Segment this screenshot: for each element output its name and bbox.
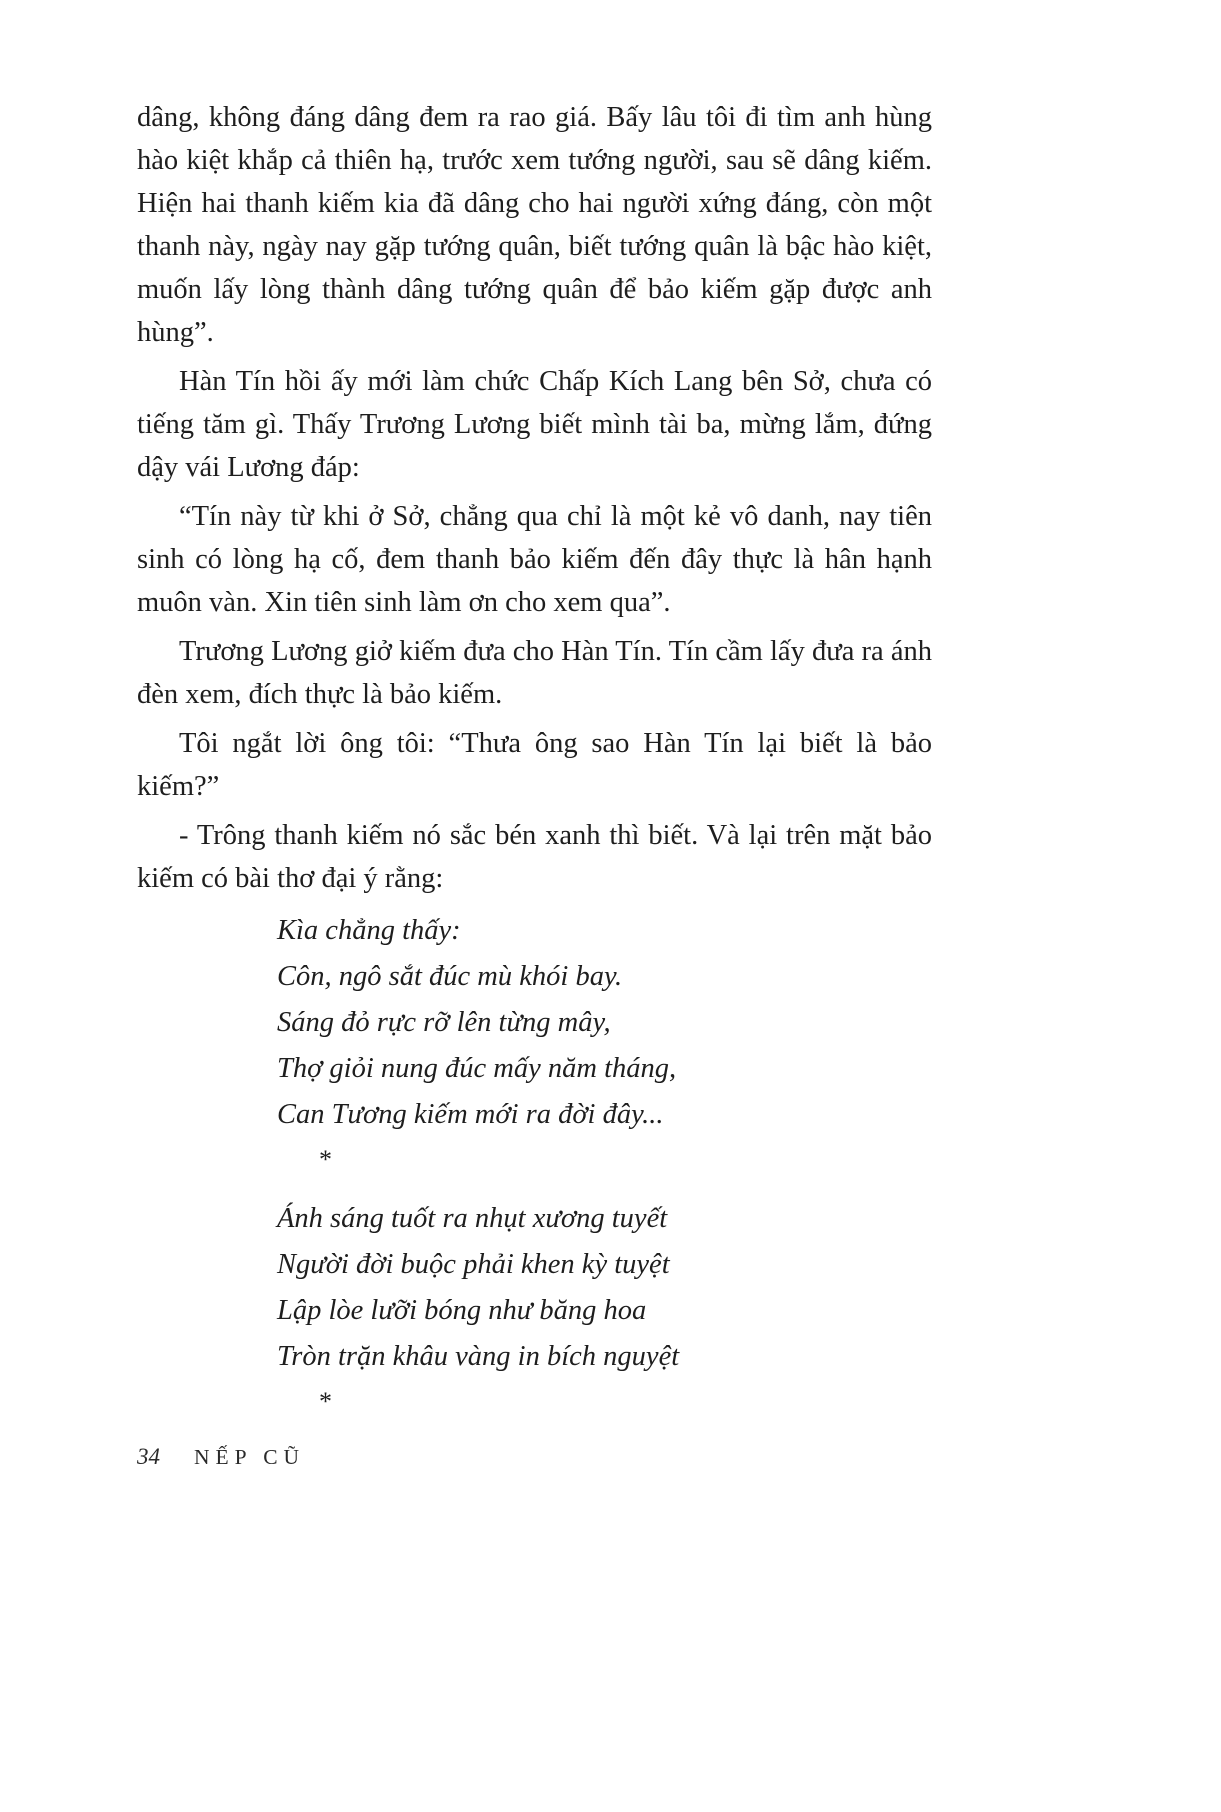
poem-line: Sáng đỏ rực rỡ lên từng mây, <box>277 1007 611 1038</box>
page-footer <box>137 1442 305 1472</box>
poem-line: Can Tương kiếm mới ra đời đây... <box>277 1099 664 1130</box>
poem-line: Thợ giỏi nung đúc mấy năm tháng, <box>277 1053 677 1084</box>
body-text <box>137 96 932 1424</box>
paragraph: “Tín này từ khi ở Sở, chẳng qua chỉ là một kẻ vô danh, nay tiên sinh có lòng hạ cố, đem thanh bảo kiếm đến đây thực là hân hạnh muôn vàn. Xin tiên sinh làm ơn cho xem qua”. <box>137 501 932 618</box>
paragraph: - Trông thanh kiếm nó sắc bén xanh thì biết. Và lại trên mặt bảo kiếm có bài thơ đại ý rằng: <box>137 820 932 894</box>
paragraph: Tôi ngắt lời ông tôi: “Thưa ông sao Hàn Tín lại biết là bảo kiếm?” <box>137 728 932 802</box>
poem-line: Lập lòe lưỡi bóng như băng hoa <box>277 1295 647 1326</box>
paragraph: dâng, không đáng dâng đem ra rao giá. Bấy lâu tôi đi tìm anh hùng hào kiệt khắp cả thiên hạ, trước xem tướng người, sau sẽ dâng kiếm. Hiện hai thanh kiếm kia đã dâng cho hai người xứng đáng, còn một thanh này, ngày nay gặp tướng quân, biết tướng quân là bậc hào kiệt, muốn lấy lòng thành dâng tướng quân để bảo kiếm gặp được anh hùng”. <box>137 102 932 348</box>
poem-line: Côn, ngô sắt đúc mù khói bay. <box>277 961 623 992</box>
poem-line: Tròn trặn khâu vàng in bích nguyệt <box>277 1341 680 1372</box>
page-number: 34 <box>137 1444 160 1469</box>
poem <box>277 908 932 1422</box>
paragraph: Hàn Tín hồi ấy mới làm chức Chấp Kích Lang bên Sở, chưa có tiếng tăm gì. Thấy Trương Lương biết mình tài ba, mừng lắm, đứng dậy vái Lương đáp: <box>137 366 932 483</box>
stanza-gap <box>277 1182 932 1196</box>
stanza-separator: * <box>319 1387 332 1416</box>
poem-line: Ánh sáng tuốt ra nhụt xương tuyết <box>277 1203 668 1234</box>
paragraph: Trương Lương giở kiếm đưa cho Hàn Tín. Tín cầm lấy đưa ra ánh đèn xem, đích thực là bảo kiếm. <box>137 636 932 710</box>
poem-line: Người đời buộc phải khen kỳ tuyệt <box>277 1249 670 1280</box>
stanza-separator: * <box>319 1145 332 1174</box>
poem-line: Kìa chẳng thấy: <box>277 915 461 946</box>
book-title: NẾP CŨ <box>194 1445 306 1469</box>
